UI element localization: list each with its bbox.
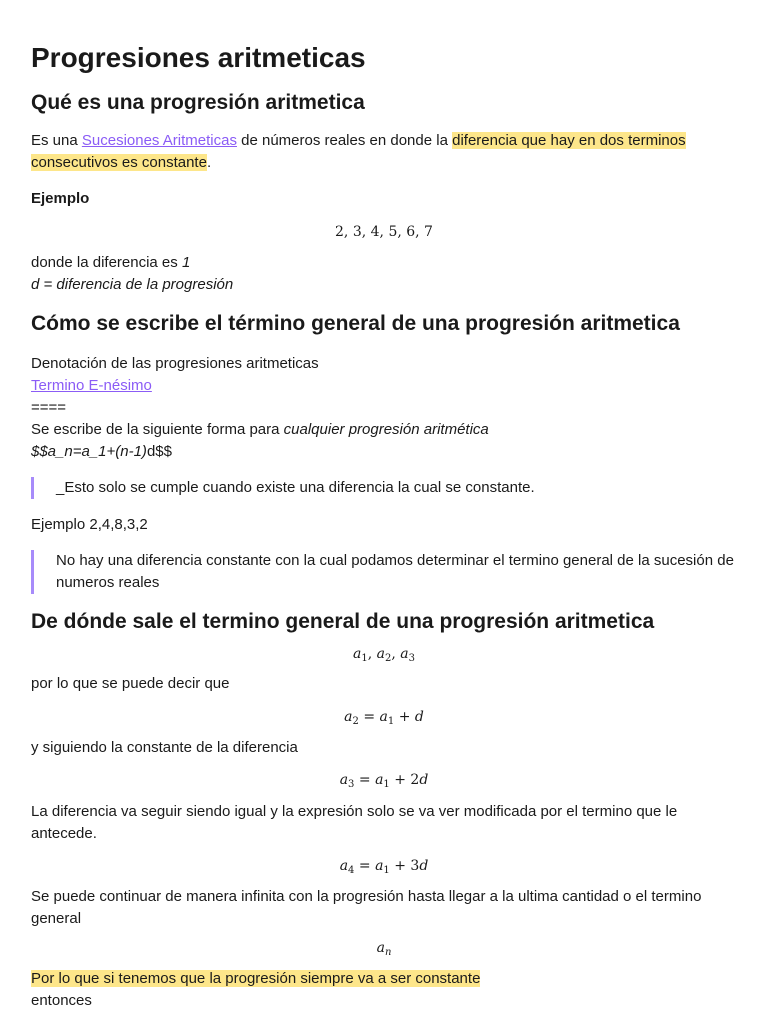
example-label: [31, 188, 737, 210]
math-an: $a_n$: [376, 940, 392, 958]
d-definition: [31, 274, 737, 296]
sucesiones-link[interactable]: Sucesiones Aritmeticas: [81, 132, 237, 149]
example-2-text: Ejemplo 2,4,8,3,2: [31, 516, 148, 533]
section-heading-definition: Qué es una progresión aritmetica: [31, 91, 365, 114]
quote-condition-text: _Esto solo se cumple cuando existe una diferencia la cual se constante.: [56, 479, 535, 496]
text-entonces: entonces: [31, 992, 92, 1009]
definition-text-mid: de números reales en donde la: [236, 132, 453, 149]
example-label-text: Ejemplo: [31, 190, 90, 207]
highlight-line: [31, 968, 737, 990]
text-se-puede-decir: por lo que se puede decir que: [31, 675, 230, 692]
math-a2-equation: $a_2 = a_1 + d$: [344, 709, 424, 727]
definition-text-end: .: [206, 154, 212, 171]
form-line: [31, 419, 737, 441]
text-diferencia-igual: La diferencia va seguir siendo igual y la expresión solo se va ver modificada por el termino que le antecede.: [31, 803, 678, 842]
d-definition-text: d = diferencia de la progresión: [31, 276, 234, 293]
highlighted-definition: diferencia que hay en dos terminos consecutivos es constante: [31, 132, 686, 171]
blockquote-no-difference: [31, 550, 737, 594]
definition-text-start: Es una: [31, 132, 82, 149]
separator-text: ====: [31, 399, 67, 416]
difference-value: 1: [181, 254, 191, 271]
form-emphasis: cualquier progresión aritmética: [283, 421, 489, 438]
termino-enesimo-link[interactable]: Termino E-nésimo: [31, 377, 152, 394]
difference-line: [31, 252, 737, 274]
example-sequence-math: 2, 3, 4, 5, 6, 7: [335, 224, 433, 240]
math-a4-equation: $a_4 = a_1 + 3d$: [339, 858, 429, 876]
page-title: Progresiones aritmeticas: [31, 42, 366, 73]
section-heading-origin: De dónde sale el termino general de una progresión aritmetica: [31, 610, 655, 633]
text-siguiendo-constante: y siguiendo la constante de la diferencia: [31, 739, 298, 756]
text-continuar-infinita: Se puede continuar de manera infinita con la progresión hasta llegar a la ultima cantidad o el termino general: [31, 888, 702, 927]
quote-no-difference-text: No hay una diferencia constante con la cual podamos determinar el termino general de la sucesión de numeros reales: [56, 552, 734, 591]
termino-enesimo-link-line: [31, 375, 737, 397]
math-a3-equation: $a_3 = a_1 + 2d$: [339, 772, 429, 790]
denotation-text: Denotación de las progresiones aritmeticas: [31, 355, 319, 372]
section-heading-general-term: Cómo se escribe el término general de una progresión aritmetica: [31, 312, 680, 335]
form-text: Se escribe de la siguiente forma para: [31, 421, 284, 438]
formula-emphasis: $$a_n=a_1+(n-1): [31, 443, 147, 460]
formula-rest: d$$: [146, 443, 172, 460]
blockquote-condition: [31, 477, 737, 499]
difference-text: donde la diferencia es: [31, 254, 182, 271]
math-a1-a2-a3: $a_1$, $a_2$, $a_3$: [352, 646, 415, 664]
definition-paragraph: [31, 130, 737, 174]
highlighted-constante: Por lo que si tenemos que la progresión siempre va a ser constante: [31, 970, 481, 987]
formula-line: [31, 441, 737, 463]
